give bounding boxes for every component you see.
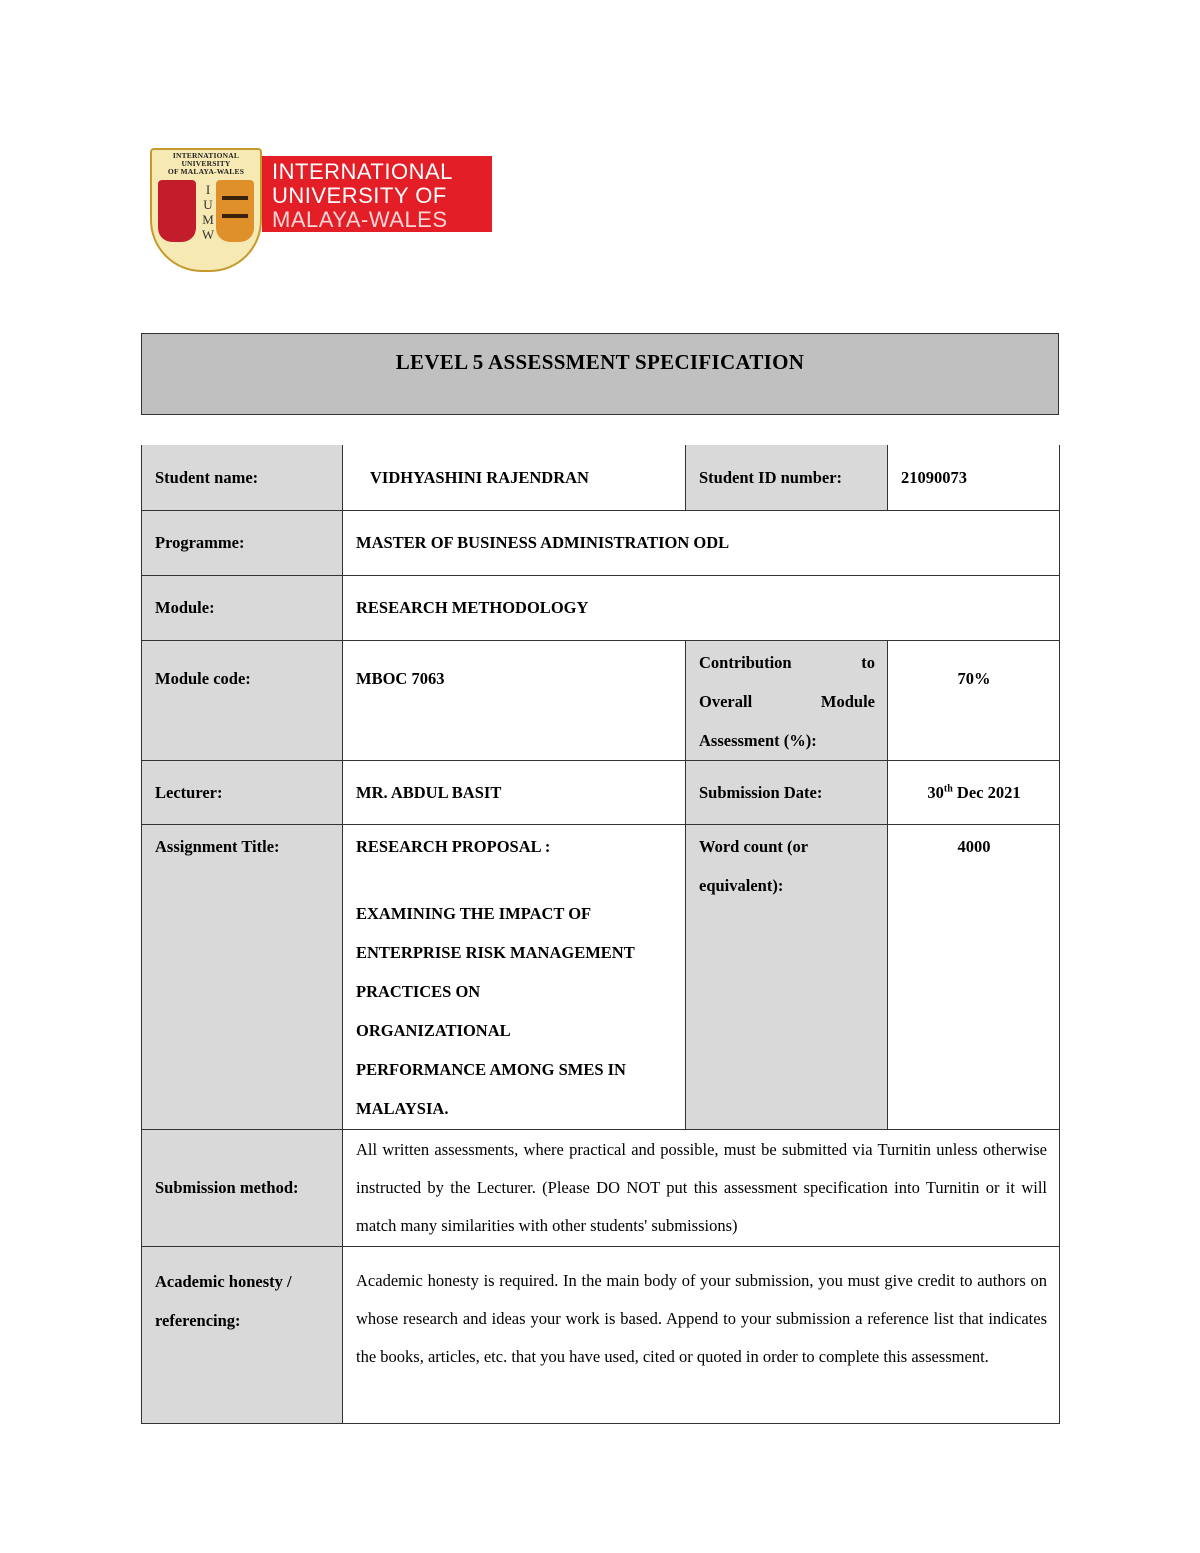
submission-date-value: 30th Dec 2021 [888,760,1060,824]
table-row [142,510,1060,575]
academic-honesty-text: Academic honesty is required. In the main body of your submission, you must give credit to authors on whose research and ideas your work is based. Append to your submission a reference list that indicates the books, articles, etc. that you have used, cited or quoted in order to complete this assessment. [343,1246,1060,1423]
university-name-banner: INTERNATIONAL UNIVERSITY OF MALAYA-WALES [262,156,492,232]
table-row [142,640,1060,760]
student-id-value: 21090073 [888,445,1060,510]
lecturer-label: Lecturer: [142,760,343,824]
table-row [142,1129,1060,1246]
module-value: RESEARCH METHODOLOGY [343,575,1060,640]
lecturer-value: MR. ABDUL BASIT [343,760,686,824]
dragon-emblem-icon [158,180,196,242]
assessment-spec-table [141,445,1060,1424]
student-name-label: Student name: [142,445,343,510]
submission-date-label: Submission Date: [686,760,888,824]
contribution-value: 70% [888,640,1060,760]
programme-label: Programme: [142,510,343,575]
crest-text: INTERNATIONAL UNIVERSITY OF MALAYA-WALES [167,151,245,176]
submission-method-text: All written assessments, where practical and possible, must be submitted via Turnitin unless otherwise instructed by the Lecturer. (Please DO NOT put this assessment specification into Turnitin or it will match many similarities with other students' submissions) [343,1129,1060,1246]
table-row [142,760,1060,824]
tiger-emblem-icon [216,180,254,242]
university-crest [150,148,262,272]
table-row [142,1246,1060,1423]
module-label: Module: [142,575,343,640]
academic-honesty-label: Academic honesty / referencing: [142,1246,343,1423]
student-id-label: Student ID number: [686,445,888,510]
submission-method-label: Submission method: [142,1129,343,1246]
assignment-title-value: RESEARCH PROPOSAL : EXAMINING THE IMPACT OF ENTERPRISE RISK MANAGEMENT PRACTICES ON ORGANIZATIONAL PERFORMANCE AMONG SMES IN MALAYSIA. [343,824,686,1129]
student-name-value: VIDHYASHINI RAJENDRAN [343,445,686,510]
assignment-title-label: Assignment Title: [142,824,343,1129]
programme-value: MASTER OF BUSINESS ADMINISTRATION ODL [343,510,1060,575]
table-row [142,575,1060,640]
crest-letters: I U M W [201,182,215,242]
table-row [142,445,1060,510]
word-count-value: 4000 [888,824,1060,1129]
module-code-value: MBOC 7063 [343,640,686,760]
document-title: LEVEL 5 ASSESSMENT SPECIFICATION [141,333,1059,415]
module-code-label: Module code: [142,640,343,760]
contribution-label: Contribution to Overall Module Assessment (%): [686,640,888,760]
table-row [142,824,1060,1129]
university-logo [150,148,492,272]
word-count-label: Word count (or equivalent): [686,824,888,1129]
